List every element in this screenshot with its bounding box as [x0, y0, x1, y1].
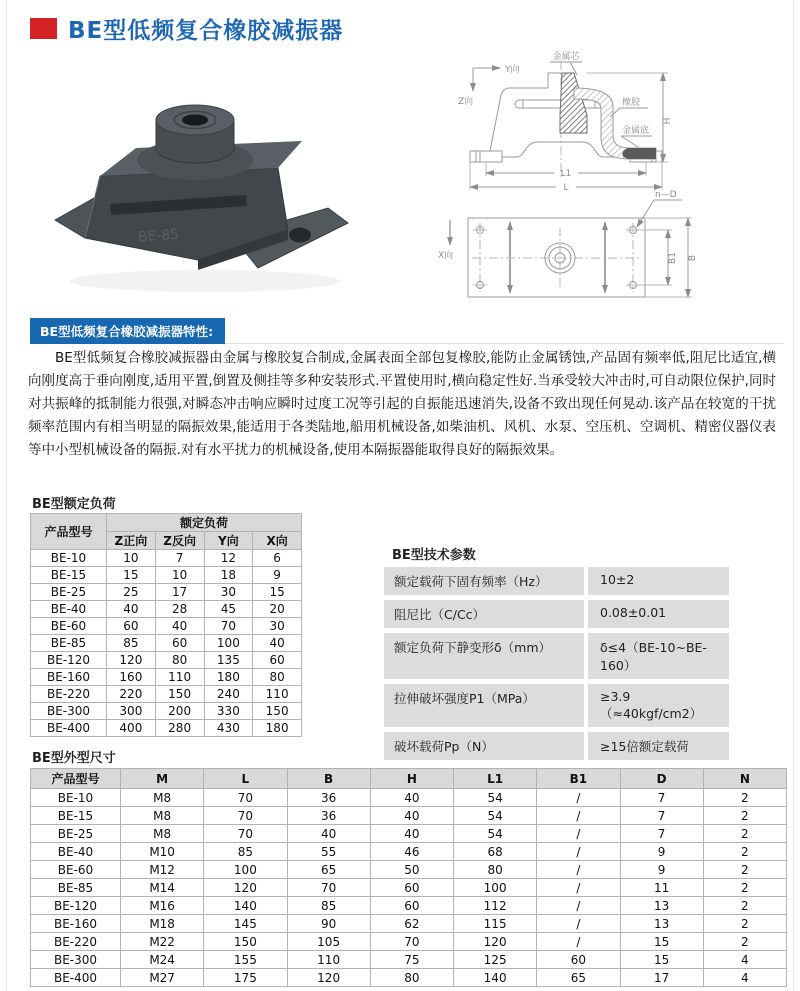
cell-y: 180 [204, 669, 253, 686]
cell-z-pos: 40 [107, 601, 156, 618]
cell-b: 36 [287, 789, 370, 807]
cell-y: 430 [204, 720, 253, 737]
param-label: 阻尼比（C/Cc） [384, 600, 584, 628]
cell-n: 2 [703, 807, 786, 825]
cell-n: 2 [703, 879, 786, 897]
param-label: 破坏载荷Pp（N） [384, 732, 584, 760]
table-row [31, 861, 787, 879]
cell-b: 65 [287, 861, 370, 879]
cell-n: 2 [703, 897, 786, 915]
cell-x: 20 [253, 601, 302, 618]
cell-b1: 60 [537, 951, 620, 969]
table-row [31, 601, 302, 618]
param-row [384, 600, 729, 628]
cell-l1: 80 [454, 861, 537, 879]
cell-l1: 100 [454, 879, 537, 897]
col-header-group: 额定负荷 [107, 514, 302, 532]
cell-model: BE-40 [31, 843, 121, 861]
cell-z-pos: 400 [107, 720, 156, 737]
cell-d: 7 [620, 789, 703, 807]
cell-z-neg: 10 [155, 567, 204, 584]
cell-z-neg: 200 [155, 703, 204, 720]
table-row [31, 969, 787, 987]
cell-y: 135 [204, 652, 253, 669]
drawing-metal-base [622, 148, 656, 159]
cell-l1: 68 [454, 843, 537, 861]
plan-view [450, 200, 692, 297]
cell-y: 240 [204, 686, 253, 703]
cell-z-pos: 85 [107, 635, 156, 652]
load-table-body [31, 550, 302, 737]
product-photo-image [40, 78, 360, 308]
cell-x: 6 [253, 550, 302, 567]
cell-b: 70 [287, 879, 370, 897]
cell-b: 120 [287, 969, 370, 987]
cell-b: 90 [287, 915, 370, 933]
cell-l: 70 [204, 789, 287, 807]
cell-b1: / [537, 843, 620, 861]
cell-x: 150 [253, 703, 302, 720]
cell-y: 70 [204, 618, 253, 635]
param-row [384, 732, 729, 760]
cell-m: M10 [121, 843, 204, 861]
cell-z-pos: 300 [107, 703, 156, 720]
table-row [31, 686, 302, 703]
plan-view-labels [438, 190, 698, 264]
cell-z-neg: 40 [155, 618, 204, 635]
cell-z-neg: 280 [155, 720, 204, 737]
cell-model: BE-160 [31, 915, 121, 933]
param-row [384, 633, 729, 679]
cell-l1: 54 [454, 825, 537, 843]
dim-l1-label: L1 [560, 169, 572, 179]
dims-table-head [31, 769, 787, 789]
holes-note-label: n—D [655, 190, 677, 200]
cell-z-pos: 120 [107, 652, 156, 669]
cell-b1: / [537, 897, 620, 915]
table-row [31, 669, 302, 686]
cell-l1: 54 [454, 807, 537, 825]
cell-x: 110 [253, 686, 302, 703]
cell-d: 17 [620, 969, 703, 987]
table-row [31, 879, 787, 897]
cell-l1: 140 [454, 969, 537, 987]
metal-base-label: 金属底 [622, 126, 650, 136]
cell-l: 120 [204, 879, 287, 897]
cell-model: BE-400 [31, 720, 107, 737]
cell-z-neg: 60 [155, 635, 204, 652]
dim-h-label: H [663, 117, 673, 125]
cell-z-pos: 220 [107, 686, 156, 703]
cell-n: 2 [703, 843, 786, 861]
col-header-model: 产品型号 [31, 769, 121, 789]
cell-b1: / [537, 789, 620, 807]
cell-m: M18 [121, 915, 204, 933]
dim-b1-label: B1 [668, 252, 678, 264]
col-header-m: M [121, 769, 204, 789]
rubber-label: 橡胶 [622, 98, 641, 108]
cell-h: 40 [370, 807, 453, 825]
table-row [31, 550, 302, 567]
cell-model: BE-85 [31, 635, 107, 652]
cell-h: 80 [370, 969, 453, 987]
cell-model: BE-120 [31, 897, 121, 915]
cell-model: BE-10 [31, 550, 107, 567]
cell-model: BE-10 [31, 789, 121, 807]
cell-b1: / [537, 807, 620, 825]
cell-model: BE-220 [31, 933, 121, 951]
cell-x: 15 [253, 584, 302, 601]
photo-flange-hole [289, 228, 311, 243]
cell-model: BE-85 [31, 879, 121, 897]
cell-d: 7 [620, 807, 703, 825]
cell-m: M12 [121, 861, 204, 879]
cell-l: 155 [204, 951, 287, 969]
cell-x: 9 [253, 567, 302, 584]
product-photo [40, 78, 360, 308]
cell-model: BE-220 [31, 686, 107, 703]
cell-z-neg: 150 [155, 686, 204, 703]
col-header-b: B [287, 769, 370, 789]
load-table-title: BE型额定负荷 [32, 497, 116, 512]
dims-table [30, 768, 787, 987]
table-row [31, 915, 787, 933]
cell-l: 100 [204, 861, 287, 879]
cell-h: 40 [370, 789, 453, 807]
cell-l: 70 [204, 807, 287, 825]
cell-b: 110 [287, 951, 370, 969]
cell-d: 11 [620, 879, 703, 897]
cell-y: 100 [204, 635, 253, 652]
cell-z-pos: 10 [107, 550, 156, 567]
col-header-d: D [620, 769, 703, 789]
cell-b1: / [537, 915, 620, 933]
col-header-z-pos: Z正向 [107, 532, 156, 550]
cell-b: 55 [287, 843, 370, 861]
cell-model: BE-160 [31, 669, 107, 686]
cell-l: 150 [204, 933, 287, 951]
cell-x: 180 [253, 720, 302, 737]
cell-l1: 125 [454, 951, 537, 969]
cell-l: 175 [204, 969, 287, 987]
table-row [31, 652, 302, 669]
title-bullet-icon [30, 18, 57, 39]
cell-d: 9 [620, 861, 703, 879]
cell-b: 85 [287, 897, 370, 915]
dims-table-title: BE型外型尺寸 [32, 751, 116, 766]
cell-h: 75 [370, 951, 453, 969]
col-header-h: H [370, 769, 453, 789]
params-table [384, 567, 729, 765]
cell-b1: / [537, 825, 620, 843]
col-header-y: Y向 [204, 532, 253, 550]
cell-n: 2 [703, 825, 786, 843]
cell-b: 40 [287, 825, 370, 843]
cell-y: 18 [204, 567, 253, 584]
load-table-head [31, 514, 302, 550]
cell-y: 45 [204, 601, 253, 618]
cell-d: 9 [620, 843, 703, 861]
cell-h: 70 [370, 933, 453, 951]
cell-x: 60 [253, 652, 302, 669]
cell-z-pos: 160 [107, 669, 156, 686]
cell-l: 85 [204, 843, 287, 861]
drawing-image [430, 45, 795, 325]
cell-l: 145 [204, 915, 287, 933]
params-table-title: BE型技术参数 [392, 548, 476, 563]
cell-b1: / [537, 933, 620, 951]
features-label: BE型低频复合橡胶减振器特性: [30, 318, 225, 344]
cell-model: BE-15 [31, 567, 107, 584]
table-row [31, 635, 302, 652]
page-title: BE型低频复合橡胶减振器 [68, 18, 344, 44]
cell-m: M22 [121, 933, 204, 951]
cell-m: M24 [121, 951, 204, 969]
features-rule [225, 343, 784, 344]
load-table [30, 513, 302, 737]
cell-n: 2 [703, 915, 786, 933]
cell-n: 4 [703, 951, 786, 969]
features-paragraph: BE型低频复合橡胶减振器由金属与橡胶复合制成,金属表面全部包复橡胶,能防止金属锈蚀,产品固有频率低,阻尼比适宜,横向刚度高于垂向刚度,适用平置,倒置及侧挂等多种安装形式.平置使用时,横向稳定性好.当承受较大冲击时,可自动限位保护,同时对共振峰的抵制能力很强,对瞬态冲击响应瞬时过度工况等引起的自振能迅速消失,设备不致出现任何晃动.该产品在较宽的干扰频率范围内有相当明显的隔振效果,能适用于各类陆地,船用机械设备,如柴油机、风机、水泵、空压机、空调机、精密仪器仪表等中小型机械设备的隔振.对有水平扰力的机械设备,使用本隔振器能取得良好的隔振效果。 [28, 350, 776, 458]
axis-x-label: X向 [438, 251, 454, 261]
cell-h: 60 [370, 897, 453, 915]
cell-m: M14 [121, 879, 204, 897]
cell-h: 60 [370, 879, 453, 897]
cell-model: BE-25 [31, 584, 107, 601]
cell-d: 15 [620, 951, 703, 969]
cell-z-pos: 60 [107, 618, 156, 635]
table-row [31, 584, 302, 601]
table-row [31, 897, 787, 915]
cell-model: BE-300 [31, 951, 121, 969]
cell-z-neg: 7 [155, 550, 204, 567]
cell-b: 105 [287, 933, 370, 951]
cell-n: 2 [703, 933, 786, 951]
param-label: 额定载荷下固有频率（Hz） [384, 567, 584, 595]
table-row [31, 807, 787, 825]
photo-marking: BE-85 [137, 226, 180, 246]
param-value: 10±2 [588, 567, 729, 595]
cell-b: 36 [287, 807, 370, 825]
cell-h: 40 [370, 825, 453, 843]
cell-n: 4 [703, 969, 786, 987]
cell-z-neg: 17 [155, 584, 204, 601]
drawing-metal-core [560, 73, 587, 133]
cell-model: BE-400 [31, 969, 121, 987]
param-label: 额定负荷下静变形δ（mm） [384, 633, 584, 679]
cell-model: BE-15 [31, 807, 121, 825]
table-row [31, 951, 787, 969]
dim-b-label: B [688, 254, 698, 262]
cell-model: BE-120 [31, 652, 107, 669]
table-row [31, 720, 302, 737]
param-row [384, 684, 729, 727]
param-value: ≥3.9（≈40kgf/cm2） [588, 684, 729, 727]
cell-h: 46 [370, 843, 453, 861]
cell-model: BE-60 [31, 618, 107, 635]
cell-l1: 54 [454, 789, 537, 807]
cell-m: M16 [121, 897, 204, 915]
cell-n: 2 [703, 789, 786, 807]
param-label: 拉伸破坏强度P1（MPa） [384, 684, 584, 727]
cell-x: 40 [253, 635, 302, 652]
table-row [31, 567, 302, 584]
cell-l: 140 [204, 897, 287, 915]
axis-z-label: Z向 [458, 97, 474, 107]
axis-y-label: Y向 [505, 65, 520, 75]
col-header-l1: L1 [454, 769, 537, 789]
cell-model: BE-60 [31, 861, 121, 879]
cell-d: 15 [620, 933, 703, 951]
col-header-model: 产品型号 [31, 514, 107, 550]
cell-l1: 120 [454, 933, 537, 951]
table-row [31, 843, 787, 861]
param-value: 0.08±0.01 [588, 600, 729, 628]
param-row [384, 567, 729, 595]
table-row [31, 618, 302, 635]
cell-x: 80 [253, 669, 302, 686]
cell-y: 12 [204, 550, 253, 567]
param-value: δ≤4（BE-10~BE-160） [588, 633, 729, 679]
cell-h: 50 [370, 861, 453, 879]
cell-model: BE-300 [31, 703, 107, 720]
cell-z-pos: 15 [107, 567, 156, 584]
col-header-b1: B1 [537, 769, 620, 789]
cell-b1: / [537, 879, 620, 897]
col-header-z-neg: Z反向 [155, 532, 204, 550]
table-row [31, 789, 787, 807]
table-row [31, 703, 302, 720]
cell-y: 330 [204, 703, 253, 720]
cell-model: BE-25 [31, 825, 121, 843]
col-header-n: N [703, 769, 786, 789]
dims-table-body [31, 789, 787, 987]
cell-l1: 112 [454, 897, 537, 915]
param-value: ≥15倍额定载荷 [588, 732, 729, 760]
technical-drawing [430, 45, 795, 325]
col-header-l: L [204, 769, 287, 789]
metal-core-label: 金属芯 [552, 52, 580, 62]
cell-z-neg: 28 [155, 601, 204, 618]
cell-m: M27 [121, 969, 204, 987]
photo-boss-hole [182, 115, 208, 126]
cell-y: 30 [204, 584, 253, 601]
cell-m: M8 [121, 825, 204, 843]
cell-z-neg: 110 [155, 669, 204, 686]
cell-b1: / [537, 861, 620, 879]
cell-x: 30 [253, 618, 302, 635]
cell-d: 7 [620, 825, 703, 843]
cell-m: M8 [121, 807, 204, 825]
doc-header [30, 12, 343, 45]
cell-z-pos: 25 [107, 584, 156, 601]
cell-h: 62 [370, 915, 453, 933]
table-row [31, 825, 787, 843]
cell-d: 13 [620, 915, 703, 933]
features-bar [30, 318, 784, 344]
cell-z-neg: 80 [155, 652, 204, 669]
dim-l-label: L [563, 183, 569, 193]
cell-b1: 65 [537, 969, 620, 987]
table-row [31, 933, 787, 951]
cell-l1: 115 [454, 915, 537, 933]
cell-d: 13 [620, 897, 703, 915]
cell-m: M8 [121, 789, 204, 807]
cell-model: BE-40 [31, 601, 107, 618]
cell-n: 2 [703, 861, 786, 879]
col-header-x: X向 [253, 532, 302, 550]
cell-l: 70 [204, 825, 287, 843]
